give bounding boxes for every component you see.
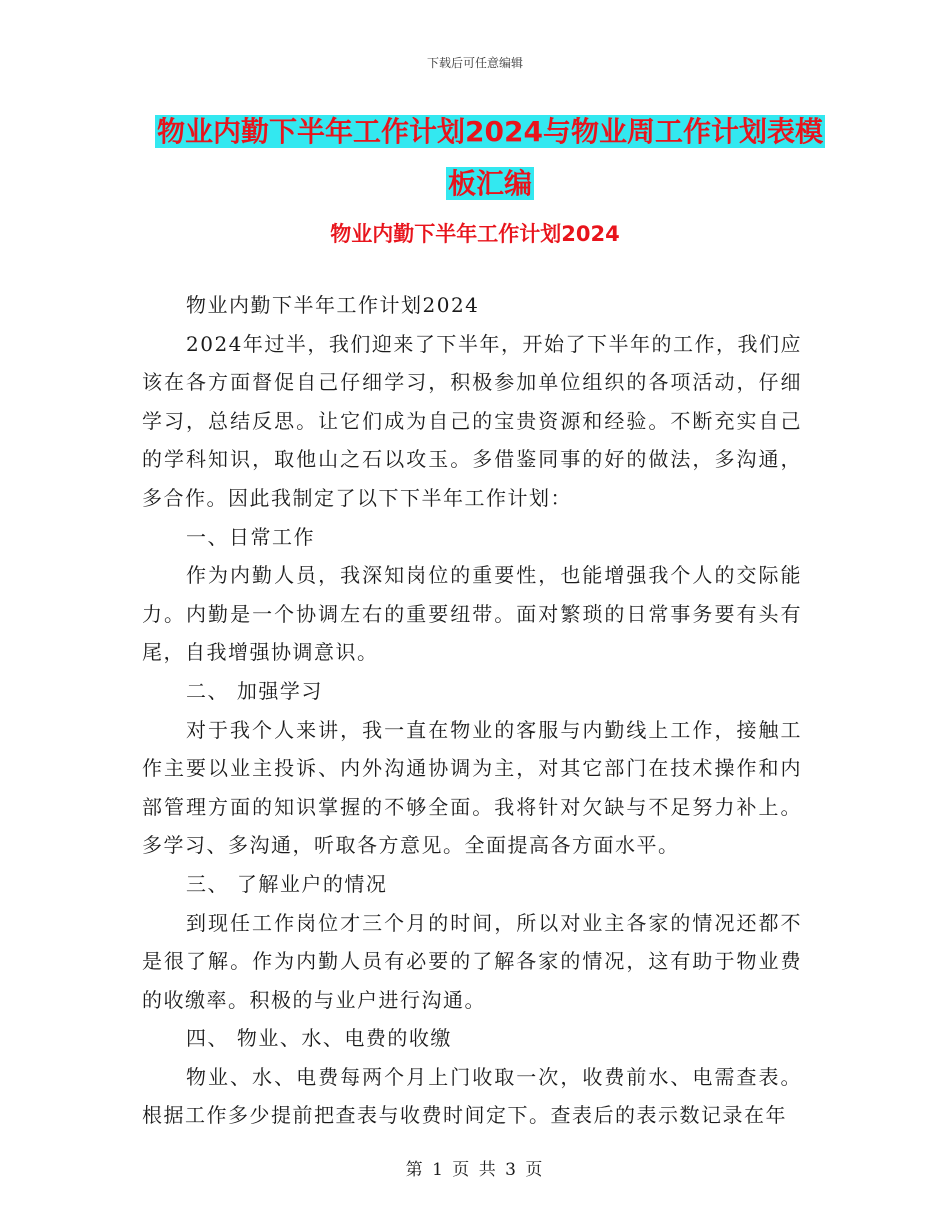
section-title: 物业内勤下半年工作计划2024	[330, 222, 620, 246]
paragraph-intro: 2024年过半，我们迎来了下半年，开始了下半年的工作，我们应该在各方面督促自己仔细学习，积极参加单位组织的各项活动，仔细学习，总结反思。让它们成为自己的宝贵资源和经验。不断充实自己的学科知识，取他山之石以攻玉。多借鉴同事的好的做法，多沟通，多合作。因此我制定了以下下半年工作计划：	[142, 331, 802, 510]
body-text	[142, 286, 802, 1135]
document-title-line-1: 物业内勤下半年工作计划2024与物业周工作计划表模	[157, 115, 823, 148]
paragraph-subtitle: 物业内勤下半年工作计划2024	[186, 293, 480, 317]
heading-study: 二、 加强学习	[186, 678, 323, 703]
page-footer: 第 1 页 共 3 页	[405, 1160, 545, 1180]
heading-fees: 四、 物业、水、电费的收缴	[186, 1026, 452, 1051]
header-note: 下载后可任意编辑	[426, 56, 523, 70]
document-title	[140, 106, 840, 210]
paragraph-fees: 物业、水、电费每两个月上门收取一次，收费前水、电需查表。根据工作多少提前把查表与收费时间定下。查表后的表示数记录在年	[142, 1064, 802, 1128]
paragraph-daily-work: 作为内勤人员，我深知岗位的重要性，也能增强我个人的交际能力。内勤是一个协调左右的重要纽带。面对繁琐的日常事务要有头有尾，自我增强协调意识。	[142, 563, 802, 665]
paragraph-residents: 到现任工作岗位才三个月的时间，所以对业主各家的情况还都不是很了解。作为内勤人员有必要的了解各家的情况，这有助于物业费的收缴率。积极的与业户进行沟通。	[142, 910, 802, 1012]
document-title-line-2: 板汇编	[447, 167, 532, 200]
heading-daily-work: 一、日常工作	[186, 524, 315, 549]
heading-residents: 三、 了解业户的情况	[186, 871, 388, 896]
paragraph-study: 对于我个人来讲，我一直在物业的客服与内勤线上工作，接触工作主要以业主投诉、内外沟通协调为主，对其它部门在技术操作和内部管理方面的知识掌握的不够全面。我将针对欠缺与不足努力补上。多学习、多沟通，听取各方意见。全面提高各方面水平。	[142, 717, 802, 858]
